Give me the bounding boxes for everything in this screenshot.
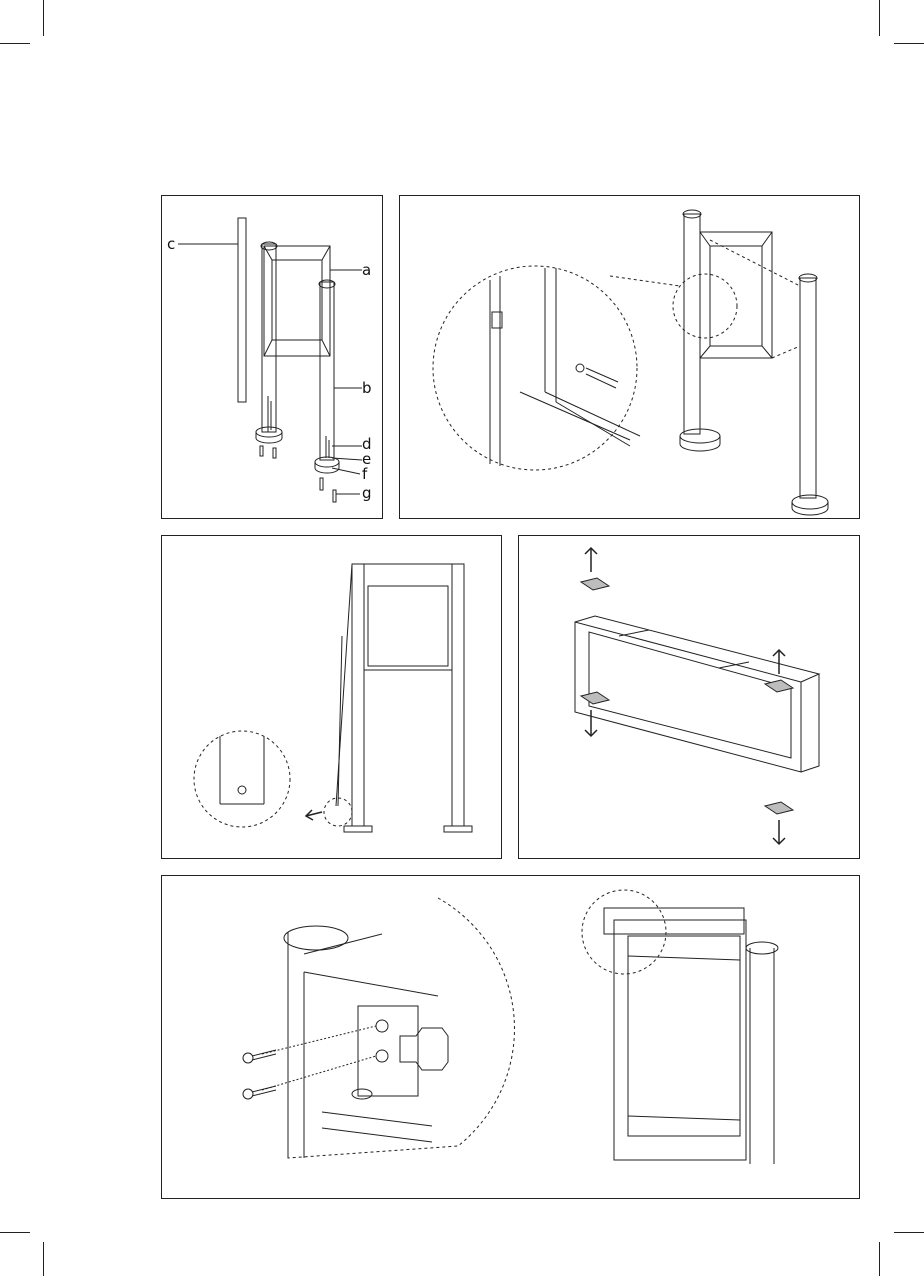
panel-front-view — [161, 535, 502, 859]
pad-bottom-right — [765, 802, 793, 814]
panel-remove-pads — [518, 535, 860, 859]
exploded-parts-illustration — [162, 196, 384, 520]
callout-label-d: d — [362, 435, 372, 453]
callout-label-f: f — [362, 465, 368, 483]
callout-label-c: c — [167, 235, 176, 253]
hole-detail-circle — [194, 731, 290, 827]
arrow-up-icon-1 — [585, 548, 597, 572]
pad-top-left — [581, 578, 609, 590]
crop-mark-tr-h — [894, 43, 924, 44]
panel-module-frame — [161, 875, 860, 1199]
callout-label-g: g — [362, 484, 372, 502]
crop-mark-bl-h — [0, 1232, 30, 1233]
crop-mark-bl-v — [43, 1242, 44, 1276]
detail-circle — [433, 266, 637, 470]
side-cover-c — [238, 218, 246, 402]
callout-label-e: e — [362, 450, 372, 468]
crop-mark-tl-h — [0, 43, 30, 44]
arrow-up-icon-2 — [773, 650, 785, 674]
front-view-illustration — [162, 536, 503, 860]
panel-exploded-parts — [161, 195, 383, 519]
callout-label-a: a — [362, 261, 372, 279]
remove-pads-illustration — [519, 536, 861, 860]
crop-mark-tr-v — [879, 0, 880, 36]
crop-mark-br-v — [879, 1242, 880, 1276]
pad-bottom-left — [581, 692, 609, 704]
callout-label-b: b — [362, 379, 372, 397]
attach-housing-illustration — [400, 196, 861, 520]
screw-2 — [243, 1086, 276, 1099]
module-frame-illustration — [162, 876, 861, 1200]
arrow-left-icon — [306, 810, 322, 820]
panel-attach-housing — [399, 195, 860, 519]
arrow-down-icon-1 — [585, 710, 597, 736]
crop-mark-tl-v — [43, 0, 44, 36]
crop-mark-br-h — [894, 1232, 924, 1233]
arrow-down-icon-2 — [773, 820, 785, 844]
